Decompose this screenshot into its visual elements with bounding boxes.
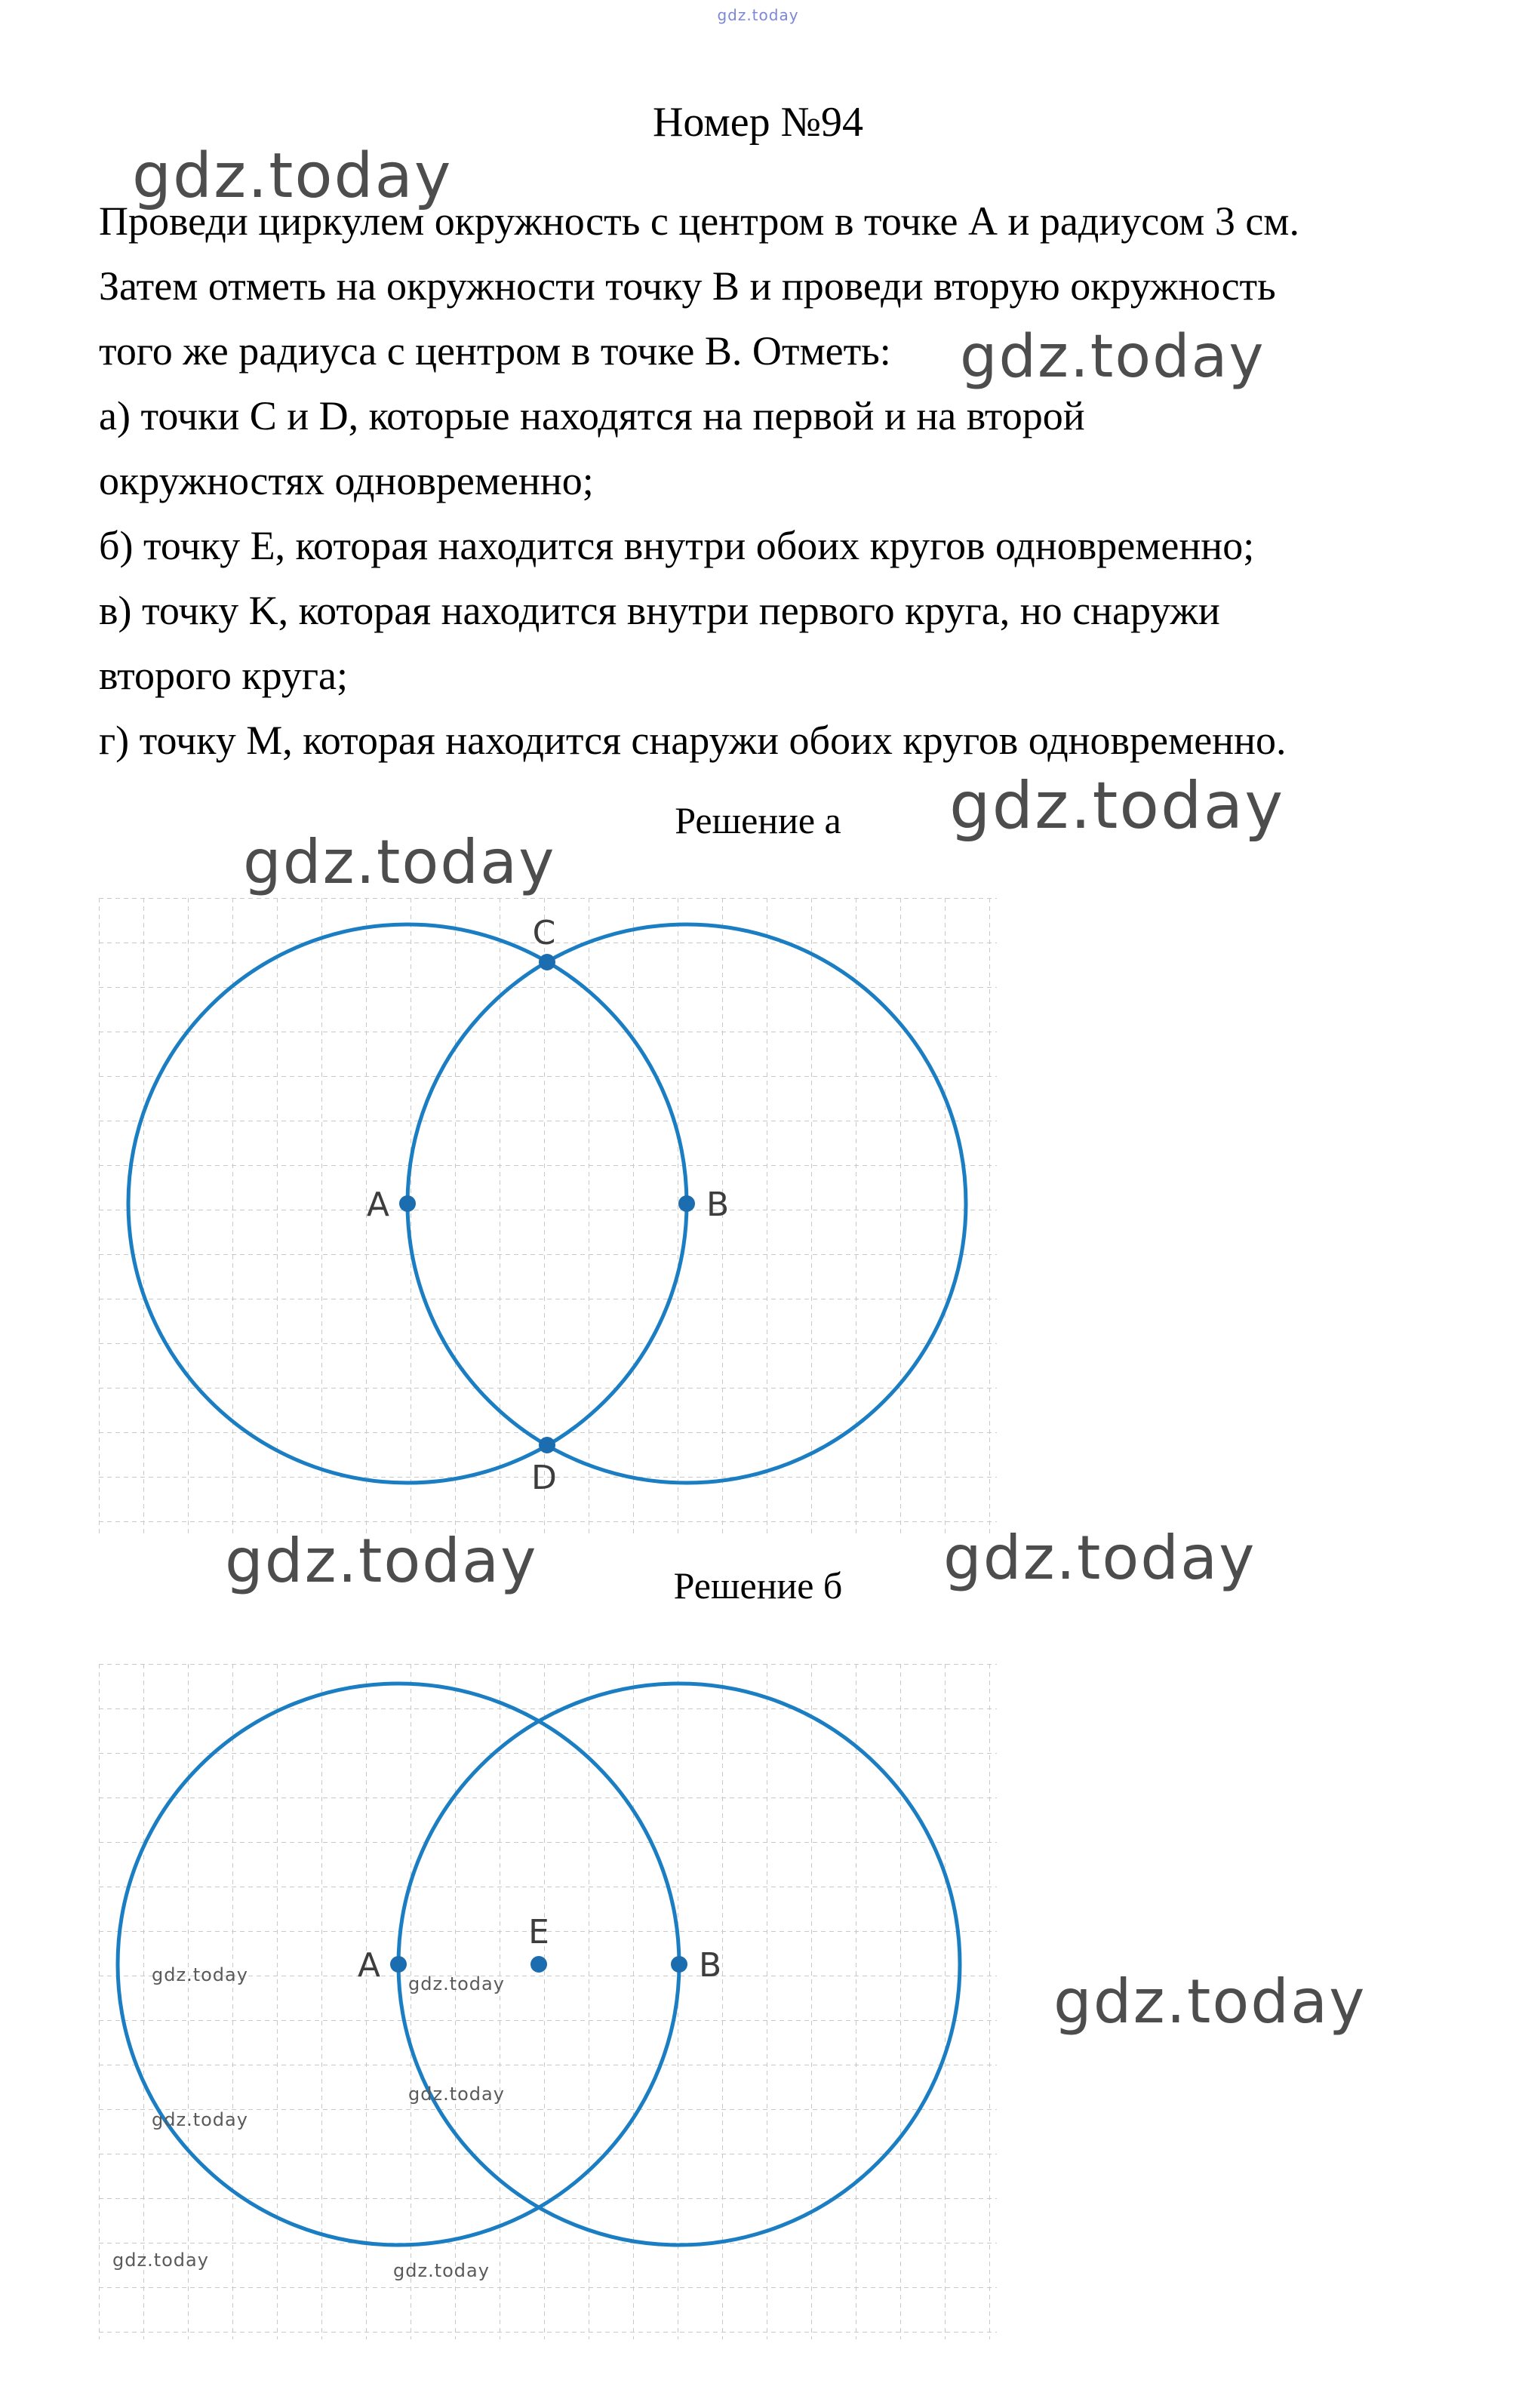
diagram-solution-a <box>99 898 997 1536</box>
point-B <box>671 1956 687 1973</box>
point-label-A: A <box>357 1946 380 1985</box>
point-label-B: B <box>706 1186 730 1224</box>
problem-text <box>99 189 1427 773</box>
problem-line: окружностях одновременно; <box>99 458 594 503</box>
problem-line: Затем отметь на окружности точку В и проведи вторую окружность <box>99 263 1276 309</box>
watermark: gdz.today <box>132 140 453 212</box>
problem-line: Проведи циркулем окружность с центром в точке А и радиусом 3 см. <box>99 198 1299 244</box>
point-D <box>539 1437 555 1453</box>
point-label-B: B <box>699 1946 722 1985</box>
watermark: gdz.today <box>225 1526 538 1596</box>
watermark: gdz.today <box>960 323 1265 391</box>
point-E <box>530 1956 547 1973</box>
watermark-small: gdz.today <box>408 2084 505 2105</box>
watermark: gdz.today <box>949 768 1285 844</box>
watermark-small: gdz.today <box>393 2260 490 2281</box>
problem-line: г) точку М, которая находится снаружи обоих кругов одновременно. <box>99 718 1287 763</box>
point-label-D: D <box>531 1459 557 1497</box>
point-C <box>539 954 555 970</box>
problem-line: в) точку K, которая находится внутри первого круга, но снаружи <box>99 588 1220 633</box>
watermark: gdz.today <box>243 827 556 897</box>
solution-b-heading: Решение б <box>673 1564 843 1607</box>
watermark-top-tiny: gdz.today <box>717 6 799 24</box>
problem-line: второго круга; <box>99 653 348 698</box>
watermark: gdz.today <box>1053 1967 1367 2037</box>
problem-line: того же радиуса с центром в точке В. Отметь: <box>99 328 891 374</box>
problem-line: б) точку Е, которая находится внутри обоих кругов одновременно; <box>99 523 1255 568</box>
watermark-small: gdz.today <box>112 2250 209 2271</box>
solution-a-heading: Решение а <box>675 799 841 841</box>
watermark-small: gdz.today <box>152 1964 248 1985</box>
point-A <box>390 1956 407 1973</box>
watermark: gdz.today <box>943 1523 1256 1593</box>
point-label-A: A <box>366 1186 389 1224</box>
page-title: Номер №94 <box>652 99 864 146</box>
point-B <box>678 1195 695 1212</box>
watermark-small: gdz.today <box>152 2109 248 2130</box>
problem-line: а) точки С и D, которые находятся на первой и на второй <box>99 393 1085 438</box>
diagram-solution-b <box>99 1664 997 2339</box>
point-A <box>399 1195 416 1212</box>
point-label-E: E <box>528 1913 549 1951</box>
watermark-small: gdz.today <box>408 1973 505 1994</box>
point-label-C: C <box>532 914 556 952</box>
